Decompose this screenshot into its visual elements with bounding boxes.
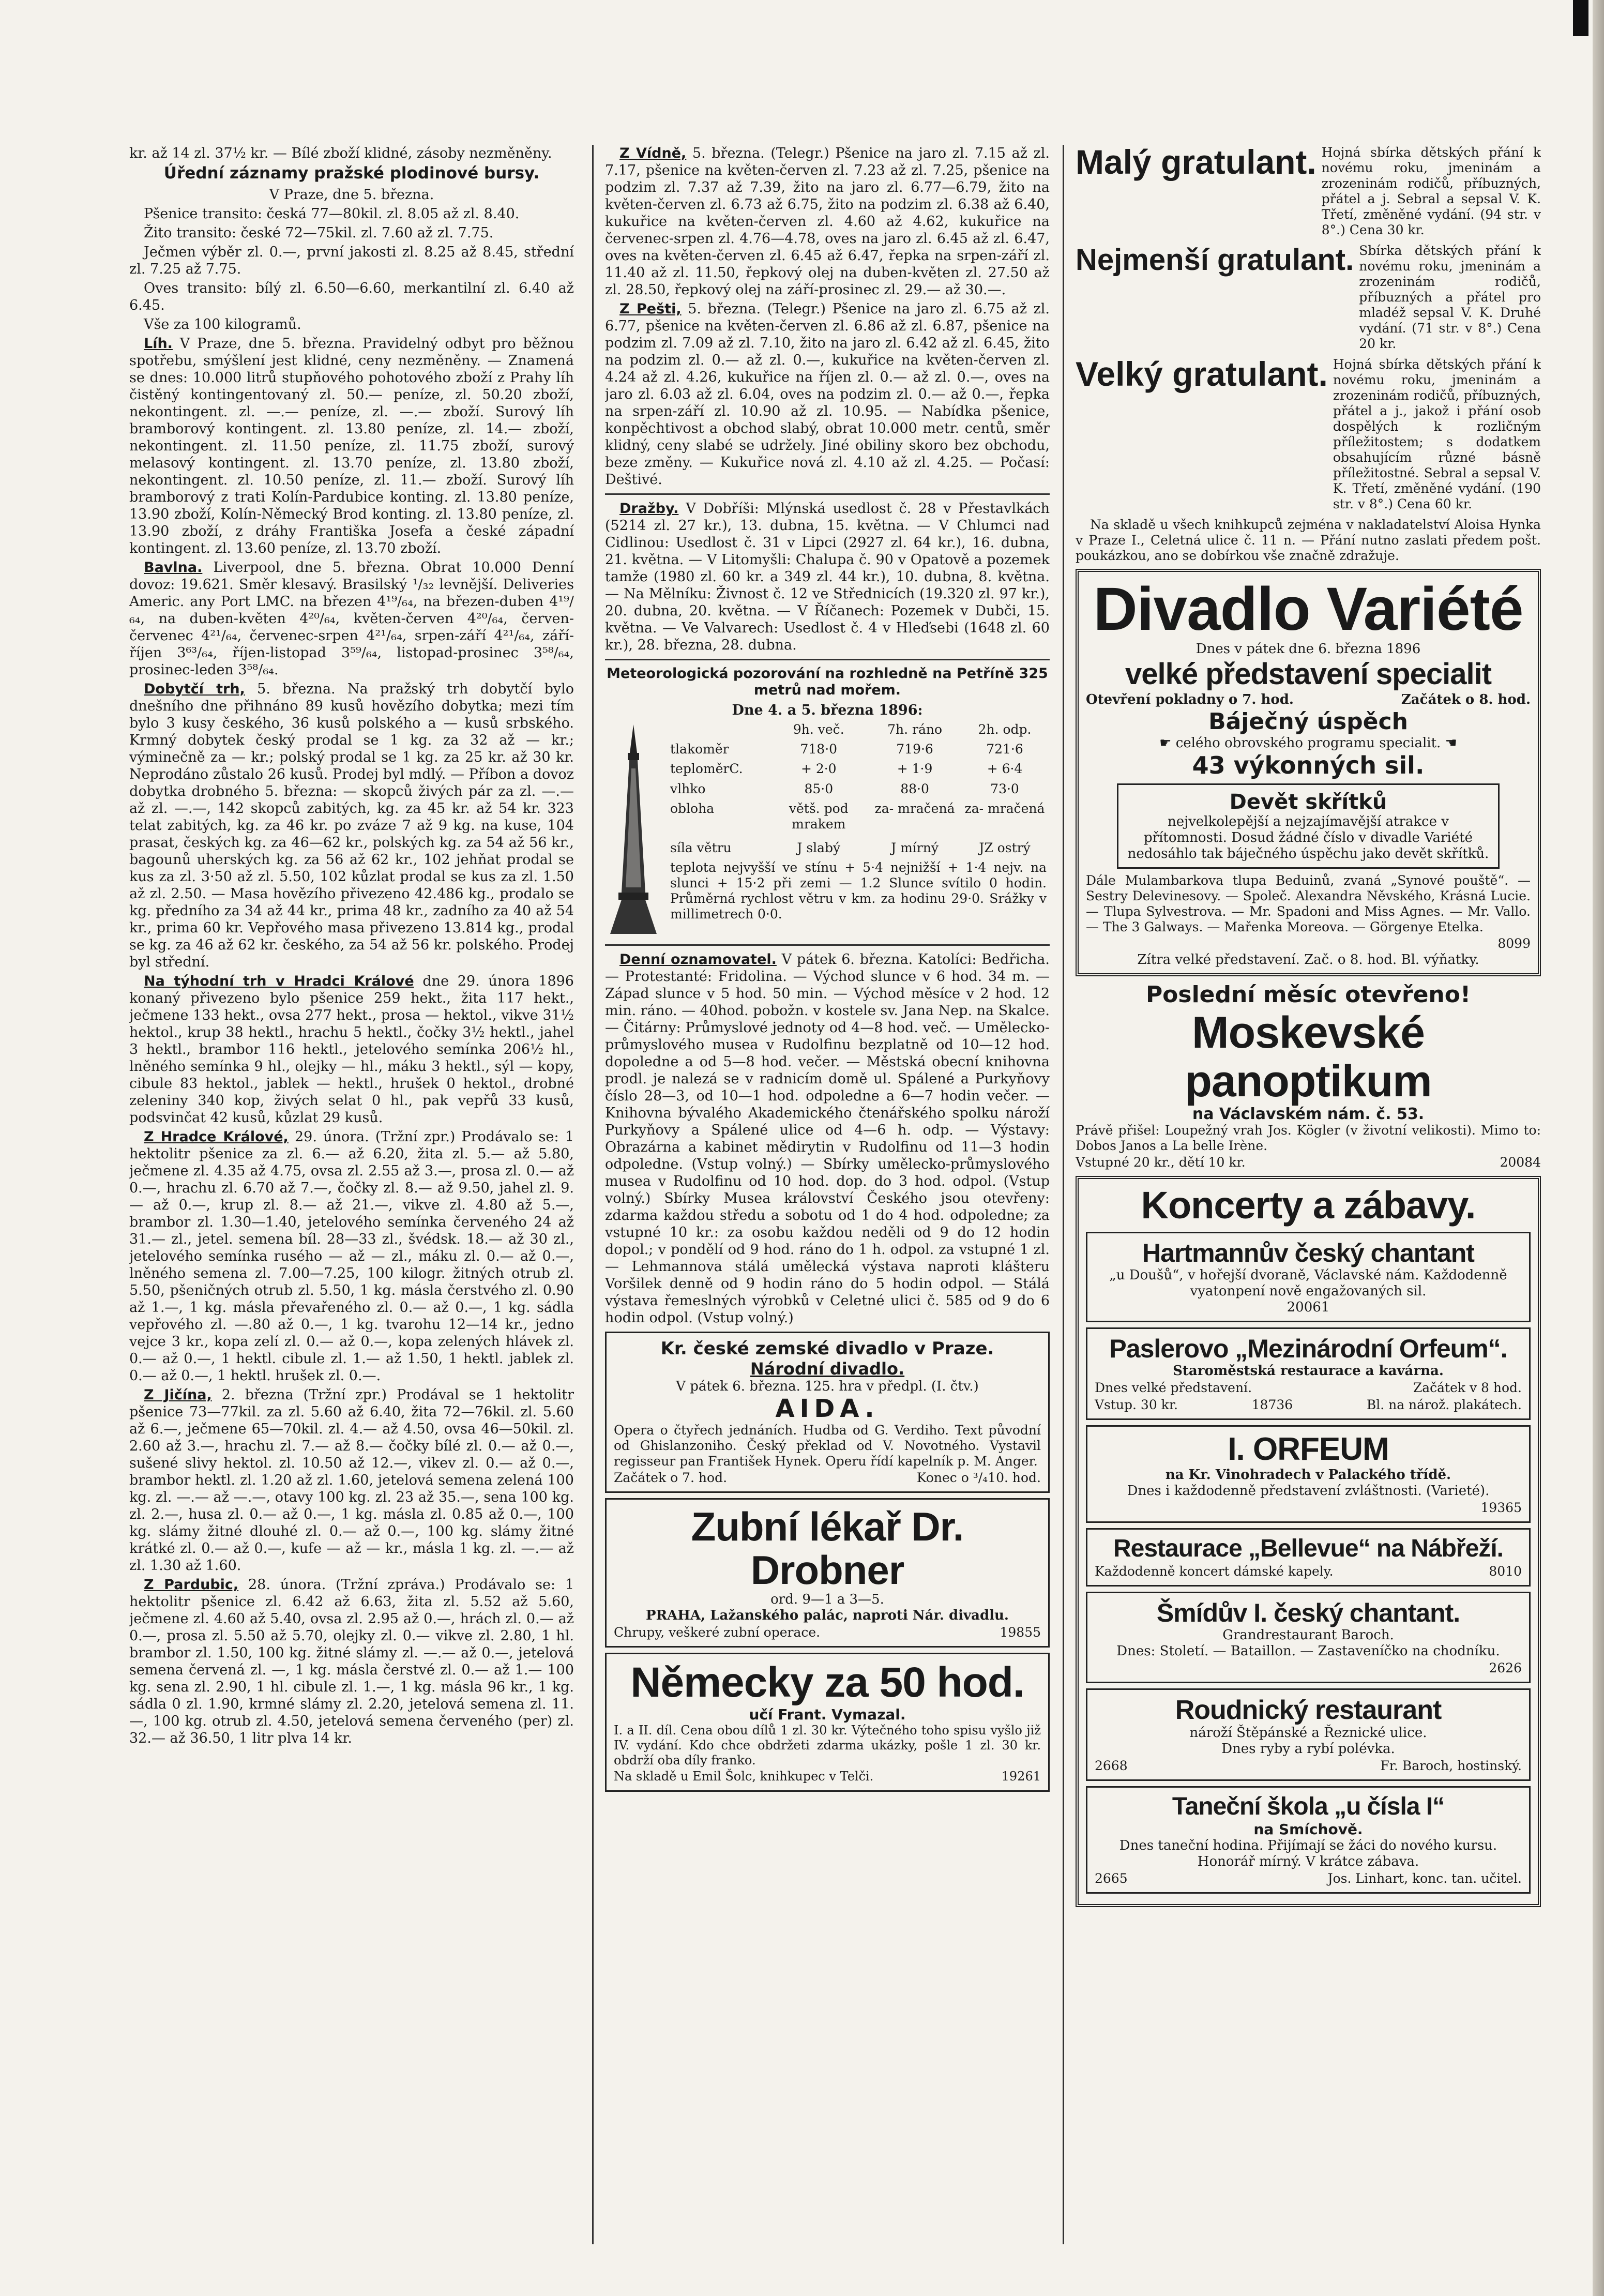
skritku-box: [1117, 783, 1500, 869]
rubric-jicin: Z Jičína,: [144, 1387, 212, 1403]
smidu-sub: Grandrestaurant Baroch.: [1222, 1627, 1394, 1643]
skola-text: Dnes taneční hodina. Přijímají se žáci do nového kursu. Honorář mírný. V krátce zábava.: [1119, 1838, 1497, 1869]
gratulant-title: Malý gratulant.: [1076, 145, 1317, 181]
variete-ad: [1076, 569, 1541, 976]
petrin-tower-illustration: [605, 722, 662, 939]
rubric-kralove: Z Hradce Králové,: [144, 1129, 289, 1145]
orfeum-title: Paslerovo „Mezinárodní Orfeum“.: [1109, 1334, 1507, 1363]
posledni-mesic: Poslední měsíc otevřeno!: [1145, 981, 1471, 1008]
koncerty-title: Koncerty a zábavy.: [1141, 1184, 1476, 1227]
rubric-bavlna: Bavlna.: [144, 560, 203, 576]
column-market-reports: [129, 145, 574, 2244]
panoptikum-number: 20084: [1500, 1155, 1541, 1170]
variete-program: ☛ celého obrovského programu specialit. ☚: [1159, 735, 1457, 751]
rubric-oznamovatel: Denní oznamovatel.: [619, 951, 777, 968]
meteo-date: Dne 4. a 5. března 1896:: [732, 702, 923, 718]
article-drazby: Dražby. V Dobříši: Mlýnská usedlost č. 28 v Přestavlkách (5214 zl. 27 kr.), 13. dubna, 15. května. — V Chlumci nad Cidlinou: Usedlost č. 31 v Lipci (2927 zl. 64 kr.), 16. dubna, 21. května. — V Litomyšli: Chalupa č. 90 v Opatově a pozemek tamže (1980 zl. 60 kr. a 349 zl. 44 kr.), 10. dubna, 8. května. — Na Mělníku: Živnost č. 12 ve Střednicích (19.320 zl. 97 kr.), 20. dubna, 20. května. — V Říčanech: Pozemek v Dubči, 15. května. — Ve Valvarech: Usedlost č. 4 v Hleďsebi (1648 zl. 60 kr.), 28. března, 28. dubna.: [605, 501, 1050, 653]
article-kralove: Z Hradce Králové, 29. února. (Tržní zpr.) Prodávalo se: 1 hektolitr pšenice za zl. 6.— až 6.20, žita zl. 5.— až 5.80, ječmene zl. 4.35 až 4.75, ovsa zl. 2.55 až 3.—, prosa zl. 0.— až 0.—, hrachu zl. 6.70 až 7.—, čočky zl. 8.— až 9.50, jahel zl. 9.— až 0.—, krup zl. 8.— až 21.—, vikve zl. 4.80 až 5.—, brambor zl. 1.30—1.40, jetelového semínka červeného 24 až 31.— zl., jetel. semena bíl. 28—33 zl., švédsk. 18.— až 30 zl., jetelového semínka rusého — až — zl., máku zl. 0.— až 0.—, lněného semena zl. 7.00—7.25, 100 kilogr. žitných otrub zl. 5.50, pšeničných otrub zl. 5.50, 1 kg. másla čerstvého zl. 0.90 až 1.—, 1 kg. másla převařeného zl. 0.— až 0.—, 1 kg. sádla vepřového zl. —.80 až 0.—, 1 kg. tvarohu 12—14 kr., jedno vejce 3 kr., kopa zelí zl. 0.— až 0.—, kopa zelených hlávek zl. 0.— až 0.—, 1 hektl. cibule zl. 1.— až 1.50, 1 hektl. jablek zl. 0.— až 0.—, 1 hektl. hrušek zl. 0.—.: [129, 1129, 574, 1384]
table-row: tlakoměr 718·0 719·6 721·6: [670, 742, 1023, 757]
column-news: [605, 145, 1050, 2244]
panoptikum-vstup: Vstupné 20 kr., dětí 10 kr.: [1076, 1155, 1246, 1170]
drobner-ad: [605, 1498, 1050, 1648]
skola-title: Taneční škola „u čísla I“: [1172, 1793, 1445, 1820]
gratulant-nejmensi: [1076, 243, 1541, 352]
skritku-text: nejvelkolepější a nejzajímavější atrakce v přítomnosti. Dosud žádné číslo v divadle Variété nedosáhlo tak báječného úspěchu jako devět skřítků.: [1127, 814, 1489, 862]
nemecky-number: 19261: [1001, 1769, 1041, 1784]
article-jicin: Z Jičína, 2. března (Tržní zpr.) Prodával se 1 hektolitr pšenice 73—77kil. za zl. 5.60 až 6.40, žita 72—76kil. zl. 5.60 až 6.—, ječmene 65—70kil. zl. 4.— až 4.50, ovsa 46—50kil. zl. 2.60 až 3.—, hrachu zl. 7.— až 8.— čočky bílé zl. 0.— až 0.—, sušené slivy hektol. zl. 10.50 až 12.—, vikev zl. 0.— až 0.—, brambor hektl. zl. 1.20 až zl. 1.60, jetelová semena zelená 100 kg. zl. —.— až —.—, otavy 100 kg. zl. 23 až 35.—, sena 100 kg. zl. 2.—, husa zl. 0.— až 0.—, 1 kg. másla zl. 0.85 až 0.—, 100 kg. slámy žitné dlouhé zl. 0.— až 0.—, 100 kg. slámy žitné krátké zl. 0.— až 0.—, kufe — až — kr., másla 1 kg. zl. —.— až zl. 1.30 až 1.60.: [129, 1387, 574, 1574]
panoptikum-address: na Václavském nám. č. 53.: [1192, 1105, 1425, 1123]
gratulant-desc: Hojná sbírka dětských přání k novému roku, jmeninám a zrozeninám rodičů, příbuzných, přátel a j., jakož i přání osob dospělých k rozličným příležitostem; s dodatkem obsahujícím různé básně příležitostné. Sebral a sepsal V. K. Třetí, změněné vydání. (190 str. v 8°.) Cena 60 kr.: [1333, 357, 1541, 511]
smidu-ad: [1086, 1592, 1531, 1683]
drobner-address: PRAHA, Lažanského palác, naproti Nár. divadlu.: [646, 1608, 1009, 1623]
gratulant-desc: Sbírka dětských přání k novému roku, jmeninám a zrozeninám rodičů, příbuzných a přátel pro mladéž sepsal V. K. Druhé vydání. (71 str. v 8°.) Cena 20 kr.: [1359, 243, 1541, 351]
market-line: Vše za 100 kilogramů.: [144, 316, 301, 333]
variete-zitra: Zítra velké představení. Zač. o 8. hod. Bl. výňatky.: [1137, 952, 1479, 968]
theatre-end: Konec o ³/₄10. hod.: [916, 1470, 1041, 1485]
i-orfeum-title: I. ORFEUM: [1228, 1431, 1389, 1467]
orfeum-ad: Paslerovo „Mezinárodní Orfeum“. Staroměstská restaurace a kavárna. Dnes velké představení. Začátek v 8 hod. Vstup. 30 kr. 18736 Bl. na nárož. plakátech.: [1086, 1327, 1531, 1420]
smidu-title: Šmídův I. český chantant.: [1156, 1598, 1460, 1627]
article-oznamovatel: Denní oznamovatel. V pátek 6. března. Katolíci: Bedřicha. — Protestanté: Fridolina. — Východ slunce v 6 hod. 34 m. — Západ slunce v 5 hod. 50 min. — Východ měsíce v 2 hod. 12 min. ráno. — 40hod. pobožn. v kostele sv. Jana Nep. na Skalce. — Čitárny: Průmyslové jednoty od 4—8 hod. več. — Umělecko-průmyslového musea v Rudolfinu bezplatně od 10—12 hod. dopoledne a od 5—8 hod. večer. — Městská obecní knihovna prodl. je nalezá se v radnicím domě ul. Spálené a Purkyňovy číslo 28—3, od 10—1 hod. odpoledne a 6—7 hodin večer. — Knihovna bývalého Akademického čtenářského spolku nároží Purkyňovy a Spálené ulice od 4—6 h. odp. — Výstavy: Obrazárna a kabinet mědirytin v Rudolfinu od 11—3 hodin odpoledne. (Vstup volný.) — Sbírky umělecko-průmyslového musea v Rudolfinu od 10 hod. dop. do 3 hod. odpol. (Vstup volný.) Sbírky Musea království Českého jsou otevřeny: zdarma každou středu a sobotu od 1 do 4 hod. odpoledne; za vstupné 10 kr.: za osobu každou neděli od 9 do 12 hodin dopol.; v pondělí od 9 hod. ráno do 1 h. odpol. za vstupné 1 zl. — Lehmannova stálá umělecká výstava naproti klášteru Voršilek denně od 9 hodin ráno do 5 hodin odpol. — Stálá výstava řemeslných výrobků v Celetné ulici č. 585 od 9 do 6 hodin odpol. (Vstup volný.): [605, 951, 1050, 1326]
article-viden: Z Vídně, 5. března. (Telegr.) Pšenice na jaro zl. 7.15 až zl. 7.17, pšenice na květen-červen zl. 7.23 až zl. 7.25, pšenice na podzim zl. 7.37 až 7.39, žito na jaro zl. 6.77—6.79, žito na květen-červen zl. 6.73 až 6.75, žito na podzim zl. 6.38 až 6.40, kukuřice na květen-červen zl. 4.60 až 4.62, kukuřice na červenec-srpen zl. 4.76—4.78, oves na jaro zl. 6.45 až zl. 6.47, oves na květen-červen zl. 6.45 až 6.47, řepka na srpen-září zl. 11.40 až zl. 11.50, řepkový olej na duben-květen zl. 27.50 až zl. 28.50, řepkový olej na září-prosinec zl. 29.— až 30.—.: [605, 145, 1050, 298]
hartmann-ad: [1086, 1232, 1531, 1322]
variete-title: Divadlo Variété: [1093, 575, 1523, 643]
meteo-col-header: 7h. ráno: [887, 722, 943, 737]
panoptikum-ad: [1076, 981, 1541, 1171]
market-line: Oves transito: bílý zl. 6.50—6.60, merkantilní zl. 6.40 až 6.45.: [129, 280, 574, 313]
meteo-extra: teplota nejvyšší ve stínu + 5·4 nejnižší + 1·4 nejv. na slunci + 15·2 při zemi — 1.2 Slunce svítilo 0 hodin. Průměrná rychlost větru v km. za hodinu 29·0. Srážky v millimetrech 0·0.: [670, 860, 1047, 922]
market-line: Žito transito: české 72—75kil. zl. 7.60 až zl. 7.75.: [144, 225, 494, 241]
rubric-pest: Z Pešti,: [619, 301, 682, 317]
bellevue-ad: Restaurace „Bellevue“ na Nábřeží. Každodenně koncert dámské kapely. 8010: [1086, 1528, 1531, 1587]
variete-open: Otevření pokladny o 7. hod.: [1086, 692, 1294, 707]
i-orfeum-text: Dnes i každodenně představení zvláštnosti. (Varieté).: [1127, 1483, 1490, 1499]
roudnicky-title: Roudnický restaurant: [1175, 1695, 1442, 1725]
rubric-pardubice: Z Pardubic,: [144, 1577, 239, 1593]
variete-number: 8099: [1497, 936, 1531, 951]
theatre-text: Opera o čtyřech jednáních. Hudba od G. Verdiho. Text původní od Ghislanzoniho. Český překlad od V. Novotného. Vystavil regisseur pan František Hynek. Operu řídí kapelník p. M. Anger.: [614, 1423, 1041, 1469]
gratulant-note: Na skladě u všech knihkupců zejména v nakladatelství Aloisa Hynka v Praze I., Celetná ulice č. 11 n. — Přání nutno zaslati předem pošt. poukázkou, ano se dobírkou vše značně zdražuje.: [1076, 517, 1541, 563]
nemecky-title: Německy za 50 hod.: [630, 1659, 1024, 1706]
theatre-date: V pátek 6. března. 125. hra v předpl. (I. čtv.): [676, 1379, 979, 1394]
hartmann-number: 20061: [1287, 1300, 1330, 1315]
rubric-drazby: Dražby.: [619, 501, 679, 517]
gratulant-title: Nejmenší gratulant.: [1076, 243, 1354, 277]
market-line: Ječmen výběr zl. 0.—, první jakosti zl. 8.25 až 8.45, střední zl. 7.25 až 7.75.: [129, 244, 574, 277]
meteo-heading: Meteorologická pozorování na rozhledně na Petříně 325 metrů nad mořem.: [607, 666, 1048, 698]
newspaper-page: [129, 145, 1541, 2244]
koncerty-section: [1076, 1176, 1541, 1907]
heading-zaznamy: Úřední záznamy pražské plodinové bursy.: [163, 164, 540, 183]
article-lih: Líh. V Praze, dne 5. března. Pravidelný odbyt pro běžnou spotřebu, smýšlení jest klidné, ceny nezměněny. — Znamená se dnes: 10.000 litrů stupňového pohotového zboží z Prahy líh čistěný kontingentovaný zl. 50.— peníze, zl. 50.20 zboží, nekontingent. zl. —.— peníze, zl. —.— zboží. Surový líh bramborový kontingent. zl. 13.80 peníze, zl. 14.— zboží, nekontingent. zl. 11.50 peníze, zl. 11.75 zboží, surový melasový kontingent. zl. 13.70 peníze, zl. 13.80 zboží, nekontingent. zl. 10.50 peníze, zl. 11.— zboží. Surový líh bramborový z trati Kolín-Pardubice konting. zl. 13.80 peníze, 13.90 zboží, Kolín-Německý Brod konting. zl. 13.80 peníze, zl. 13.90 zboží, z dráhy Františka Josefa a české západní kontingent. zl. 13.60 peníze, zl. 13.70 zboží.: [129, 336, 574, 556]
rubric-hradec: Na týhodní trh v Hradci Králové: [144, 973, 414, 989]
divider: [605, 493, 1050, 495]
variete-specialit: velké představení specialit: [1125, 657, 1492, 691]
table-row: síla větru J slabý J mírný JZ ostrý: [670, 840, 1031, 856]
article-dobytek: Dobytčí trh, 5. března. Na pražský trh dobytčí bylo dnešního dne přihnáno 89 kusů hovězího dobytka; mezi tím bylo 3 kusy českého, 36 kusů polského a — kusů srbského. Krmný dobytek český prodal se 1 kg. za 32 až — kr.; výminečně za — kr.; polský prodal se 1 kg. za 25 kr. až 30 kr. Neprodáno zůstalo 26 kusů. Prodej byl mdlý. — Příbon a dovoz dobytka drobného 5. března: — skopců živých pár za zl. —.— až zl. —.—, 142 skopců zabitých, kg. za 45 kr. až 54 kr. 323 telat zabitých, kg. za 46 kr. po zváze 7 až 9 kg. na kuse, 104 prasat, českých kg. za 46—62 kr., polských kg. za 54 až 56 kr., bagounů uherských kg. za 56 až 62 kr., 102 jehňat prodal se kus za zl. 3·50 až zl. 5.50, 102 kůzlat prodal se kus za zl. 1.50 až zl. 2.50. — Masa hovězího přivezeno 42.486 kg., prodalo se kg. předního za 34 až 44 kr., prima 48 kr., zadního za 40 až 54 kr., prima 60 kr. Vepřového masa přivezeno 13.814 kg., prodal se kg. za 46 až 62 kr. českého, za 54 až 56 kr. polského. Prodej byl střední.: [129, 681, 574, 970]
nemecky-text: I. a II. díl. Cena obou dílů 1 zl. 30 kr. Výtečného toho spisu vyšlo již IV. vydání. Kdo chce obdržeti zdarma ukázky, pošle 1 zl. 30 kr. obdrží oba díly franko.: [614, 1723, 1041, 1768]
i-orfeum-number: 19365: [1480, 1500, 1522, 1515]
skola-ad: Taneční škola „u čísla I“ na Smíchově. Dnes taneční hodina. Přijímají se žáci do nového kursu. Honorář mírný. V krátce zábava. 2665 Jos. Linhart, konc. tan. učitel.: [1086, 1786, 1531, 1894]
variete-43: 43 výkonných sil.: [1192, 751, 1425, 779]
intro-text: kr. až 14 zl. 37½ kr. — Bílé zboží klidné, zásoby nezměněny.: [129, 145, 552, 161]
bellevue-title: Restaurace „Bellevue“ na Nábřeží.: [1113, 1535, 1503, 1562]
table-row: teploměrC. + 2·0 + 1·9 + 6·4: [670, 761, 1023, 777]
article-pardubice: Z Pardubic, 28. února. (Tržní zpráva.) Prodávalo se: 1 hektolitr pšenice zl. 6.42 až 6.63, žita zl. 5.52 až 5.60, ječmene zl. 4.60 až 5.40, ovsa zl. 2.95 až 0.—, hrách zl. 0.— až 0.—, prosa zl. 5.50 až 5.70, olejky zl. 0.— vikve zl. 2.80, 1 hl. brambor zl. 1.50, 100 kg. žitné slámy zl. —.— až 0.—, jetelová semena červená zl. —, 1 kg. másla čerstvé zl. 0.— až 1.— 100 kg. sena zl. 2.90, 1 hl. cibule zl. 1.—, 1 kg. másla 96 kr., 1 kg. sádla 0 zl. 1.90, krmné slámy zl. 2.20, jetelová semena zl. 11.—, 100 kg. otrub zl. 4.50, jetelová semena červeného (per) zl. 32.— až 36.50, 1 litr plva 14 kr.: [129, 1577, 574, 1746]
article-pest: Z Pešti, 5. března. (Telegr.) Pšenice na jaro zl. 6.75 až zl. 6.77, pšenice na květen-červen zl. 6.86 až zl. 6.87, pšenice na podzim zl. 7.09 až zl. 7.10, žito na jaro zl. 6.42 až zl. 6.45, žito na podzim zl. 0.— až zl. 0.—, kukuřice na květen-červen zl. 4.24 až zl. 4.26, kukuřice na říjen zl. 0.— až zl. 0.—, oves na jaro zl. 6.03 až zl. 6.04, oves na podzim zl. 0.— až 0.—, řepka na srpen-září zl. 10.90 až zl. 10.95. — Nabídka pšenice, konpěchtivost a obchod slabý, obrat 10.000 metr. centů, směr klidný, ceny slabé se udržely. Jiné obiliny skoro bez obchodu, beze změny. — Kukuřice nová zl. 4.10 až zl. 4.25. — Počasí: Deštivé.: [605, 301, 1050, 488]
corner-mark: [1573, 0, 1588, 36]
panoptikum-text: Právě přišel: Loupežný vrah Jos. Kögler (v životní velikosti). Mimo to: Dobos Janos a La belle Irène.: [1076, 1123, 1541, 1153]
smidu-number: 2626: [1489, 1660, 1522, 1675]
hartmann-title: Hartmannův český chantant: [1142, 1238, 1474, 1267]
column-rule: [592, 145, 594, 2244]
table-row: vlhko 85·0 88·0 73·0: [670, 781, 1019, 796]
market-line: Pšenice transito: česká 77—80kil. zl. 8.05 až zl. 8.40.: [144, 206, 520, 222]
column-advertisements: [1076, 145, 1541, 2244]
place-date: V Praze, dne 5. března.: [269, 187, 434, 203]
variete-dale: Dále Mulambarkova tlupa Beduinů, zvaná „Synové pouště“. — Sestry Delevinesovy. — Společ. Alexandra Něvského, Krásná Lucie. — Tlupa Sylvestrova. — Mr. Spadoni and Miss Agnes. — Mr. Vallo. — The 3 Galways. — Mařenka Moreova. — Görgenye Etelka.: [1086, 873, 1531, 934]
roudnicky-address: nároží Štěpánské a Řeznické ulice.: [1189, 1725, 1427, 1741]
nemecky-teacher: učí Frant. Vymazal.: [749, 1706, 906, 1723]
article-bavlna: Bavlna. Liverpool, dne 5. března. Obrat 10.000 Denní dovoz: 19.621. Směr klesavý. Brasilský ¹/₃₂ levnější. Deliveries Americ. any Port LMC. na březen 4¹⁹/₆₄, na březen-duben 4¹⁹/₆₄, na duben-květen 4²⁰/₆₄, květen-červen 4²⁰/₆₄, červen-červenec 4²¹/₆₄, červenec-srpen 4²¹/₆₄, srpen-září 4²¹/₆₄, září-říjen 3⁶³/₆₄, říjen-listopad 3⁵⁹/₆₄, listopad-prosinec 3⁵⁸/₆₄, prosinec-leden 3⁵⁸/₆₄.: [129, 560, 574, 678]
nemecky-ad: [605, 1653, 1050, 1792]
divider: [605, 944, 1050, 946]
skola-sub: na Smíchově.: [1253, 1821, 1363, 1838]
rubric-lih: Líh.: [144, 336, 173, 352]
gratulant-velky: [1076, 357, 1541, 512]
skritku-title: Devět skřítků: [1229, 790, 1387, 814]
scan-edge: [1593, 0, 1604, 2296]
gratulant-title: Velký gratulant.: [1076, 355, 1328, 393]
theatre-start: Začátek o 7. hod.: [614, 1470, 728, 1485]
roudnicky-ad: Roudnický restaurant nároží Štěpánské a Řeznické ulice. Dnes ryby a rybí polévka. 2668 Fr. Baroch, hostinský.: [1086, 1688, 1531, 1781]
gratulant-desc: Hojná sbírka dětských přání k novému roku, jmeninám a zrozeninám rodičů, příbuzných, přátel a j. Sebral a sepsal V. K. Třetí, změněné vydání. (94 str. v 8°.) Cena 30 kr.: [1321, 145, 1541, 237]
pointing-hand-icon: ☛: [1159, 735, 1176, 751]
panoptikum-title: Moskevské panoptikum: [1185, 1008, 1432, 1106]
roudnicky-text: Dnes ryby a rybí polévka.: [1221, 1741, 1395, 1757]
variete-start: Začátek o 8. hod.: [1401, 692, 1531, 707]
gratulant-maly: [1076, 145, 1541, 238]
meteo-col-header: 9h. več.: [793, 722, 844, 737]
theatre-ad: [605, 1332, 1050, 1493]
smidu-text: Dnes: Století. — Bataillon. — Zastaveníčko na chodníku.: [1116, 1643, 1500, 1659]
meteo-col-header: 2h. odp.: [978, 722, 1032, 737]
theatre-heading: Kr. české zemské divadlo v Praze.: [660, 1338, 994, 1359]
meteo-table: [667, 722, 1050, 939]
narodni-divadlo: Národní divadlo.: [750, 1359, 905, 1379]
i-orfeum-ad: [1086, 1425, 1531, 1523]
drobner-number: 19855: [1000, 1625, 1041, 1640]
orfeum-sub: Staroměstská restaurace a kavárna.: [1173, 1363, 1444, 1379]
rubric-dobytek: Dobytčí trh,: [144, 681, 245, 697]
column-rule: [1063, 145, 1064, 2244]
drobner-hours: ord. 9—1 a 3—5.: [770, 1592, 884, 1607]
meteo-section: [605, 666, 1050, 939]
pointing-hand-icon: ☚: [1441, 735, 1457, 751]
hartmann-text: „u Doušů“, v hořejší dvoraně, Václavské nám. Každodenně vyatonpení nově engažovaných sil.: [1109, 1267, 1507, 1299]
article-hradec: Na týhodní trh v Hradci Králové dne 29. února 1896 konaný přivezeno bylo pšenice 259 hekt., žita 117 hekt., ječmene 133 hekt., ovsa 277 hekt., prosa — hektol., vikve 31½ hektol., krup 38 hektl., hrachu 5 hektl., čočky 3½ hektl., jahel 3 hektl., brambor 116 hektl., jetelového semínka 206½ hl., lněného semínka 9 hl., olejky — hl., máku 3 hektl., sýl — kopy, cibule 83 hektol., jablek — hektl., hrušek 0 hektol., drobné zeleniny 340 kop, živých selat 0 hl., pak vepřů 33 kusů, podsvinčat 42 kusů, kůzlat 29 kusů.: [129, 973, 574, 1126]
variete-date: Dnes v pátek dne 6. března 1896: [1196, 641, 1421, 657]
rubric-viden: Z Vídně,: [619, 145, 687, 161]
table-row: oblohа větš. pod mrakem za- mračená za- mračená: [670, 800, 1045, 832]
drobner-title: Zubní lékař Dr. Drobner: [691, 1504, 964, 1593]
nemecky-sklad: Na skladě u Emil Šolc, knihkupec v Telči.: [614, 1769, 874, 1784]
i-orfeum-address: na Kr. Vinohradech v Palackého třídě.: [1165, 1467, 1451, 1483]
divider: [605, 659, 1050, 660]
drobner-extra: Chrupy, veškeré zubní operace.: [614, 1625, 821, 1640]
variete-uspech: Báječný úspěch: [1208, 708, 1408, 735]
aida-title: AIDA.: [775, 1394, 880, 1423]
